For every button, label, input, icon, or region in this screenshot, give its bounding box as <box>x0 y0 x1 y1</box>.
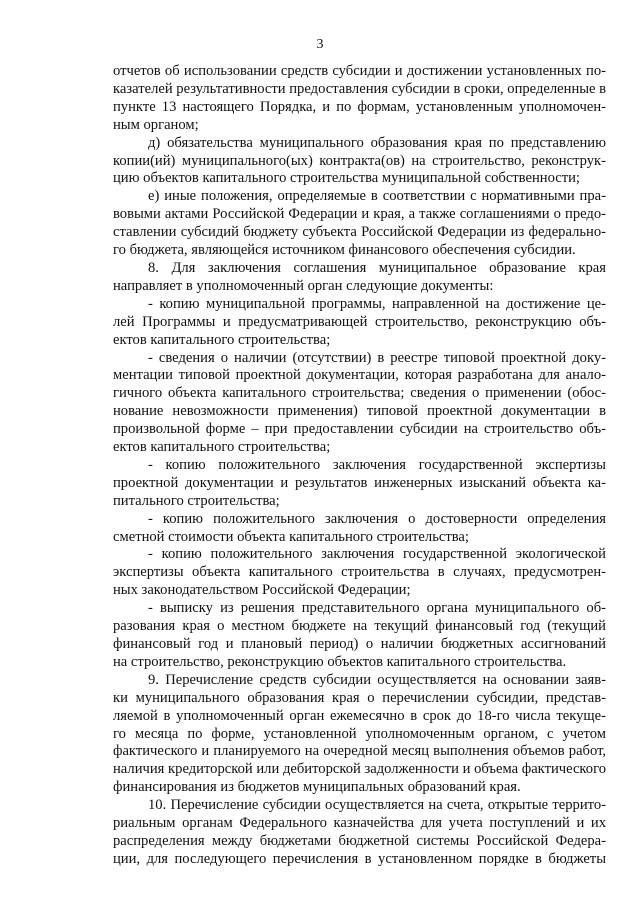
text-line: цию объектов капитального строительства муниципальной собственности; <box>113 170 580 187</box>
text-line: отчетов об использовании средств субсидии и достижении установленных по- <box>113 63 606 79</box>
text-line: нование невозможности применения) типовой проектной документации в <box>113 403 606 420</box>
text-line: казателей результативности предоставления субсидии в сроки, определенные в <box>113 80 607 97</box>
text-line: е) иные положения, определяемые в соответствии с нормативными пра- <box>148 188 606 205</box>
text-line: распределения между бюджетами бюджетной системы Российской Федера- <box>113 832 606 849</box>
text-line: финансирования из бюджетов муниципальных образований края. <box>113 779 521 796</box>
text-line: - сведения о наличии (отсутствии) в реестре типовой проектной доку- <box>148 349 606 366</box>
document-body <box>113 63 606 869</box>
text-line: финансовый год и плановый период) о наличии бюджетных ассигнований <box>113 636 606 652</box>
text-line: разования края о местном бюджете на текущий финансовый год (текущий <box>113 618 606 635</box>
text-line: на строительство, реконструкцию объектов капитального строительства. <box>113 653 567 670</box>
text-line: гичного объекта капитального строительства; сведения о применении (обос- <box>113 385 606 402</box>
text-line: 9. Перечисление средств субсидии осуществляется на основании заяв- <box>148 671 606 688</box>
text-line: - копию положительного заключения государственной экологической <box>148 546 606 563</box>
text-line: ставлении субсидий бюджету субъекта Российской Федерации из федерально- <box>113 224 606 241</box>
text-line: питального строительства; <box>113 492 280 509</box>
text-line: проектной документации и результатов инженерных изысканий объекта ка- <box>113 474 606 491</box>
text-line: - выписку из решения представительного органа муниципального об- <box>148 600 606 617</box>
text-line: вовыми актами Российской Федерации и края, а также соглашениями о предо- <box>113 206 606 223</box>
text-line: копии(ий) муниципального(ых) контракта(ов) на строительство, реконструк- <box>113 152 606 169</box>
text-line: сметной стоимости объекта капитального строительства; <box>113 528 469 545</box>
text-line: риальным органам Федерального казначейства для учета поступлений и их <box>113 815 606 832</box>
text-line: 8. Для заключения соглашения муниципальное образование края <box>148 259 606 276</box>
text-line: - копию положительного заключения о достоверности определения <box>148 510 606 527</box>
text-line: ных законодательством Российской Федерации; <box>113 582 411 599</box>
text-line: экспертизы объекта капитального строительства в случаях, предусмотрен- <box>113 564 606 581</box>
text-line: направляет в уполномоченный орган следующие документы: <box>113 277 494 294</box>
text-line: произвольной форме – при предоставлении субсидии на строительство объ- <box>113 421 606 438</box>
text-line: д) обязательства муниципального образования края по представлению <box>148 134 606 151</box>
text-line: пункте 13 настоящего Порядка, и по формам, установленным уполномочен- <box>113 98 606 115</box>
text-line: - копию положительного заключения государственной экспертизы <box>148 456 606 473</box>
text-line: наличия кредиторской или дебиторской задолженности и объема фактического <box>113 761 606 778</box>
text-line: фактического и планируемого на очередной месяц выполнения объемов работ, <box>113 743 606 760</box>
text-line: ляемой в уполномоченный орган ежемесячно в срок до 18-го числа текуще- <box>113 707 606 724</box>
text-line: ки муниципального образования края о перечислении субсидии, представ- <box>113 689 606 706</box>
text-line: ектов капитального строительства; <box>113 439 331 456</box>
page-number: 3 <box>316 37 324 52</box>
text-line: - копию муниципальной программы, направленной на достижение це- <box>148 295 606 312</box>
text-line: го месяца по форме, установленной уполномоченным органом, с учетом <box>113 725 606 742</box>
text-line: ции, для последующего перечисления в установленном порядке в бюджеты <box>113 850 606 867</box>
text-line: лей Программы и предусматривающей строительство, реконструкцию объ- <box>113 313 606 330</box>
text-line: ным органом; <box>113 116 199 133</box>
text-line: 10. Перечисление субсидии осуществляется на счета, открытые террито- <box>148 797 606 814</box>
text-line: ментации типовой проектной документации, которая разработана для анало- <box>113 367 606 384</box>
text-line: ектов капитального строительства; <box>113 331 331 348</box>
text-line: го бюджета, являющейся источником финансового обеспечения субсидии. <box>113 242 576 259</box>
